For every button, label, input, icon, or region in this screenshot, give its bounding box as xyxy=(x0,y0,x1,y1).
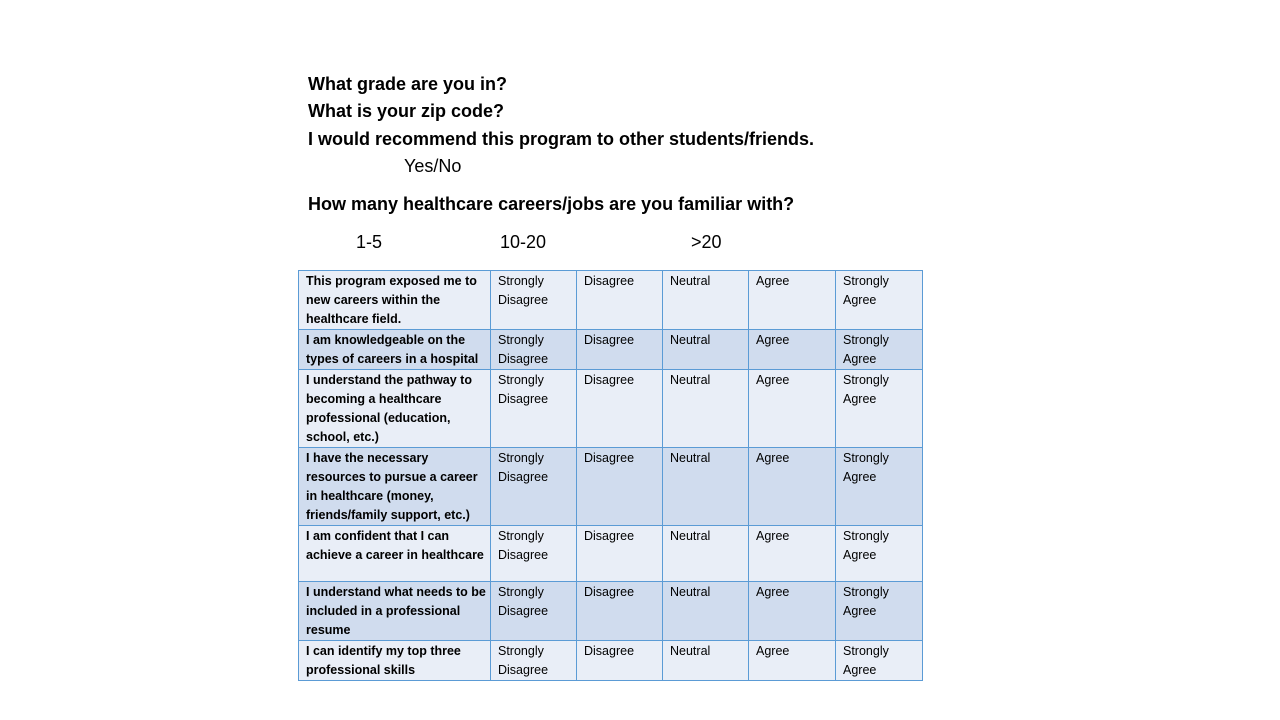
question-familiar: How many healthcare careers/jobs are you familiar with? xyxy=(308,194,795,214)
scale-option-cell[interactable]: Strongly Agree xyxy=(836,582,923,641)
statement-cell: I have the necessary resources to pursue a career in healthcare (money, friends/family support, etc.) xyxy=(299,448,491,526)
question-grade: What grade are you in? xyxy=(308,74,508,94)
scale-option-cell[interactable]: Strongly Agree xyxy=(836,370,923,448)
scale-option-cell[interactable]: Neutral xyxy=(663,330,749,370)
scale-option-cell[interactable]: Neutral xyxy=(663,641,749,681)
scale-option-cell[interactable]: Neutral xyxy=(663,271,749,330)
scale-option-cell[interactable]: Strongly Agree xyxy=(836,641,923,681)
scale-option-cell[interactable]: Agree xyxy=(749,370,836,448)
scale-option-cell[interactable]: Strongly Agree xyxy=(836,271,923,330)
scale-option-cell[interactable]: Strongly Disagree xyxy=(491,448,577,526)
table-row xyxy=(299,641,923,681)
scale-option-cell[interactable]: Disagree xyxy=(577,271,663,330)
statement-cell: I understand the pathway to becoming a healthcare professional (education, school, etc.) xyxy=(299,370,491,448)
statement-cell: I am knowledgeable on the types of careers in a hospital xyxy=(299,330,491,370)
scale-option-cell[interactable]: Neutral xyxy=(663,448,749,526)
scale-option-cell[interactable]: Agree xyxy=(749,330,836,370)
scale-option-cell[interactable]: Strongly Disagree xyxy=(491,582,577,641)
scale-option-cell[interactable]: Disagree xyxy=(577,641,663,681)
recommend-options: Yes/No xyxy=(404,156,462,176)
scale-option-cell[interactable]: Strongly Disagree xyxy=(491,641,577,681)
scale-option-cell[interactable]: Neutral xyxy=(663,582,749,641)
question-recommend: I would recommend this program to other students/friends. xyxy=(308,129,815,149)
scale-option-cell[interactable]: Agree xyxy=(749,582,836,641)
statement-cell: I can identify my top three professional skills xyxy=(299,641,491,681)
familiar-option-1: 1-5 xyxy=(356,232,383,252)
likert-table xyxy=(298,270,923,681)
familiar-option-3: >20 xyxy=(691,232,722,252)
scale-option-cell[interactable]: Strongly Disagree xyxy=(491,526,577,582)
scale-option-cell[interactable]: Agree xyxy=(749,526,836,582)
familiar-option-2: 10-20 xyxy=(500,232,547,252)
table-row xyxy=(299,271,923,330)
statement-cell: This program exposed me to new careers within the healthcare field. xyxy=(299,271,491,330)
scale-option-cell[interactable]: Strongly Agree xyxy=(836,330,923,370)
scale-option-cell[interactable]: Neutral xyxy=(663,526,749,582)
scale-option-cell[interactable]: Disagree xyxy=(577,582,663,641)
question-zip: What is your zip code? xyxy=(308,101,505,121)
scale-option-cell[interactable]: Disagree xyxy=(577,448,663,526)
scale-option-cell[interactable]: Disagree xyxy=(577,526,663,582)
scale-option-cell[interactable]: Agree xyxy=(749,448,836,526)
scale-option-cell[interactable]: Strongly Disagree xyxy=(491,370,577,448)
statement-cell: I am confident that I can achieve a career in healthcare xyxy=(299,526,491,582)
scale-option-cell[interactable]: Disagree xyxy=(577,370,663,448)
scale-option-cell[interactable]: Disagree xyxy=(577,330,663,370)
scale-option-cell[interactable]: Strongly Agree xyxy=(836,448,923,526)
scale-option-cell[interactable]: Agree xyxy=(749,271,836,330)
likert-table-body xyxy=(299,271,923,681)
scale-option-cell[interactable]: Agree xyxy=(749,641,836,681)
table-row xyxy=(299,370,923,448)
table-row xyxy=(299,330,923,370)
table-row xyxy=(299,582,923,641)
table-row xyxy=(299,526,923,582)
scale-option-cell[interactable]: Strongly Agree xyxy=(836,526,923,582)
scale-option-cell[interactable]: Strongly Disagree xyxy=(491,271,577,330)
scale-option-cell[interactable]: Neutral xyxy=(663,370,749,448)
statement-cell: I understand what needs to be included in a professional resume xyxy=(299,582,491,641)
scale-option-cell[interactable]: Strongly Disagree xyxy=(491,330,577,370)
table-row xyxy=(299,448,923,526)
